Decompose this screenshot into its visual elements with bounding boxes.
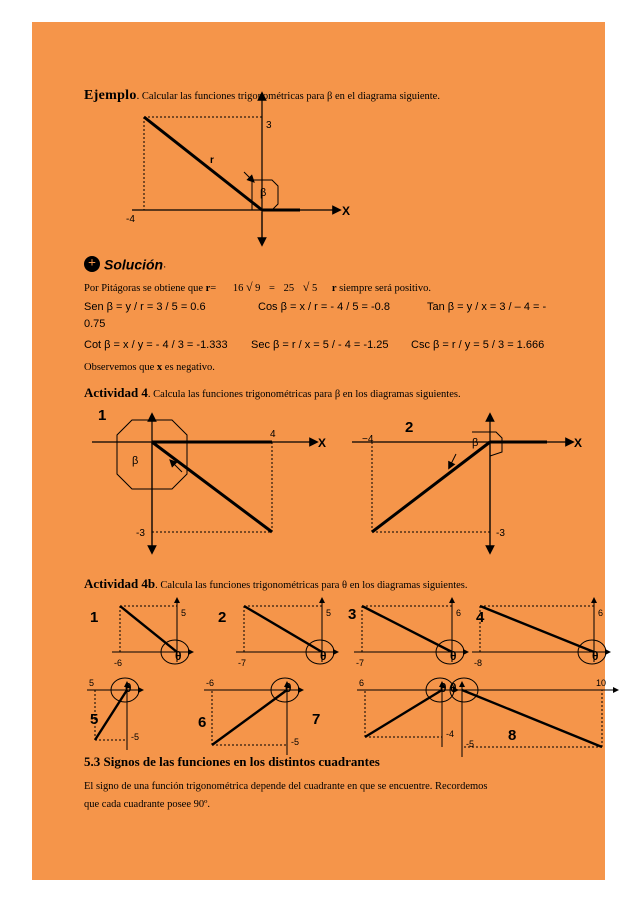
activity4-text: . Calcula las funciones trigonométricas para β en los diagramas siguientes. [147,389,461,400]
d1-y: -3 [136,528,145,539]
y-value-label: -4 [446,729,455,739]
d1-num: 1 [98,407,107,424]
num-5: 5 [311,283,318,294]
terminal-side [95,690,127,740]
x-value-label: -6 [114,658,123,668]
num-9: 9 [255,283,261,294]
note-post: es negativo. [164,362,215,373]
sec-value: Sec β = r / x = 5 / - 4 = -1.25 [251,339,389,351]
terminal-side [120,606,177,652]
d2-y: -3 [496,528,505,539]
y-value-label: 5 [326,608,332,618]
d1-angle: β [132,455,139,467]
r-symbol-2: r [331,283,337,294]
angle-label: β [260,187,267,199]
y-value-label: 6 [598,608,604,618]
eq2-symbol: = [269,283,275,294]
x-value-label: -4 [126,214,135,225]
activity4-heading: Actividad 4 [84,385,148,400]
diagram-number: 5 [90,711,99,728]
d2-angle: β [472,437,479,449]
d1-axis: X [318,436,327,450]
page [32,22,605,880]
theta-label: θ [285,681,292,695]
terminal-side [365,690,442,737]
terminal-side [480,606,594,652]
activity4b-diagram-8 [450,678,616,757]
diagram-number: 2 [218,609,227,626]
x-value-label: 10 [596,678,607,688]
activity4b-text: . Calcula las funciones trigonométricas para θ en los diagramas siguientes. [155,580,468,591]
terminal-side [212,690,287,745]
activity4b-diagram-1 [90,600,191,668]
section-text-2: que cada cuadrante posee 90º. [84,799,210,810]
diagram-number: 1 [90,609,99,626]
section-text-1: El signo de una función trigonométrica depende del cuadrante en que se encuentre. Recordemos [84,781,488,792]
theta-label: θ [440,681,447,695]
theta-label: θ [320,649,327,663]
tan-value: Tan β = y / x = 3 / – 4 = - [427,301,547,313]
x-value-label: -8 [474,658,483,668]
x-value-label: -6 [206,678,215,688]
diagram-number: 3 [348,606,357,623]
section-title: 5.3 Signos de las funciones en los distintos cuadrantes [84,754,380,769]
activity4b-diagram-3 [348,600,466,668]
y-value-label: -5 [131,732,140,742]
plus-icon: + [84,256,100,272]
d2-axis: X [574,436,583,450]
x-axis-label: X [342,204,351,218]
activity4b-diagram-7 [312,678,456,747]
diagram-number: 6 [198,714,207,731]
activity4b-diagram-6 [198,678,301,755]
note-x: x [156,362,163,373]
r-label: r [210,155,214,166]
pitagoras-text: Por Pitágoras se obtiene que [84,283,203,294]
activity4b-diagram-2 [218,600,336,668]
y-value-label: 6 [456,608,462,618]
tan-cont: 0.75 [84,318,106,330]
theta-label: θ [450,649,457,663]
num-16: 16 [232,283,244,294]
d1-x: 4 [270,429,276,440]
r-symbol: r [205,283,211,294]
theta-label: θ [592,649,599,663]
eq-symbol: = [210,283,217,294]
y-value-label: -5 [291,737,300,747]
x-value-label: 6 [359,678,365,688]
activity4b-diagram-4 [472,600,608,668]
solution-title: Solución [104,256,164,273]
d2-num: 2 [405,419,414,436]
y-value-label: 3 [266,120,272,131]
activity4b-diagrams [32,22,605,782]
cos-value: Cos β = x / r = - 4 / 5 = -0.8 [258,301,390,313]
theta-label: θ [125,681,132,695]
terminal-side [244,606,322,652]
sqrt-icon-2: √ [302,280,310,294]
activity4b-heading: Actividad 4b [84,576,156,591]
diagram-number: 4 [476,609,485,626]
terminal-side [462,690,602,747]
solution-dot: . [163,258,167,271]
x-value-label: 5 [89,678,95,688]
note-pre: Observemos que [84,362,155,373]
example-text: . Calcular las funciones trigonométricas para β en el diagrama siguiente. [136,91,440,102]
example-heading: Ejemplo [84,88,137,103]
cot-value: Cot β = x / y = - 4 / 3 = -1.333 [84,339,228,351]
x-value-label: -7 [238,658,247,668]
csc-value: Csc β = r / y = 5 / 3 = 1.666 [411,339,545,351]
sqrt-icon: √ [245,280,253,294]
num-25: 25 [283,283,295,294]
sen-value: Sen β = y / r = 3 / 5 = 0.6 [84,301,206,313]
theta-label: θ [175,649,182,663]
d2-x: −4 [362,434,374,445]
activity4b-diagram-5 [87,678,141,750]
y-value-label: 5 [181,608,187,618]
diagram-number: 8 [508,727,517,744]
pitagoras-post: siempre será positivo. [339,283,431,294]
y-value-label: -5 [466,739,475,749]
x-value-label: -7 [356,658,365,668]
diagram-number: 7 [312,711,321,728]
theta-label: θ [450,681,457,695]
